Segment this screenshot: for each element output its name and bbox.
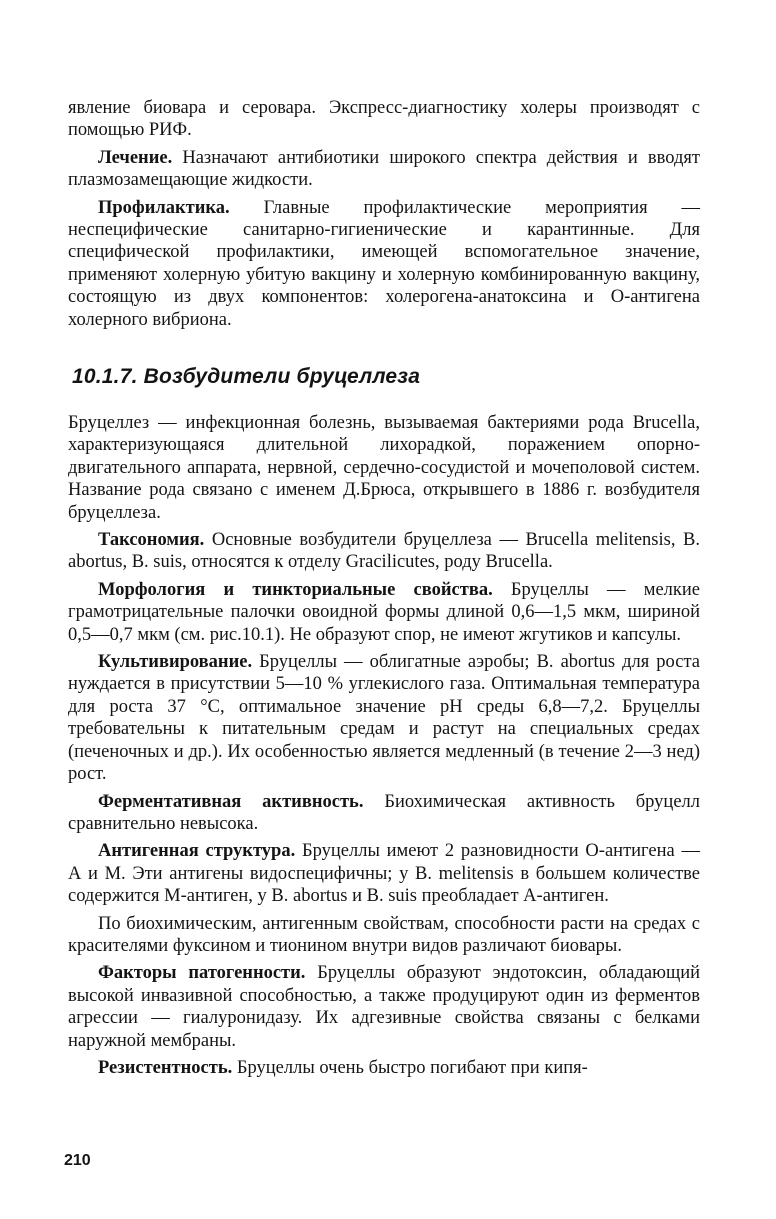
treatment-label: Лечение. xyxy=(98,147,173,168)
paragraph-antigen xyxy=(68,840,700,907)
antigen-text: Бруцеллы имеют 2 разновидности О-антигена — А и М. Эти антигены видоспецифичны; у B. melitensis в большем количестве содержится М-антиген, у B. abortus и B. suis преобладает А-антиген. xyxy=(68,841,700,907)
enzyme-label: Ферментативная активность. xyxy=(98,791,364,812)
taxonomy-text: Основные возбудители бруцеллеза — Brucella melitensis, B. abortus, B. suis, относятся к отделу Gracilicutes, роду Brucella. xyxy=(68,530,700,573)
paragraph-resistance xyxy=(68,1057,700,1079)
antigen-label: Антигенная структура. xyxy=(98,841,296,862)
paragraph-diagnostics: явление биовара и серовара. Экспресс-диагностику холеры производят с помощью РИФ. xyxy=(68,98,700,141)
top-text-block xyxy=(68,97,700,331)
taxonomy-label: Таксономия. xyxy=(98,530,205,551)
paragraph-prophylaxis xyxy=(68,197,700,331)
resistance-text: Бруцеллы очень быстро погибают при кипя- xyxy=(232,1057,588,1078)
paragraph-enzyme xyxy=(68,791,700,836)
resistance-label: Резистентность. xyxy=(98,1057,233,1078)
paragraph-treatment xyxy=(68,147,700,192)
prophylaxis-label: Профилактика. xyxy=(98,197,230,218)
paragraph-intro: Бруцеллез — инфекционная болезнь, вызываемая бактериями рода Brucella, характеризующаяся длительной лихорадкой, поражением опорно-двигательного аппарата, нервной, сердечно-сосудистой и мочеполовой систем. Название рода связано с именем Д.Брюса, открывшего в 1886 г. возбудителя бруцеллеза. xyxy=(68,413,700,523)
paragraph-biovars: По биохимическим, антигенным свойствам, способности расти на средах с красителями фуксином и тионином внутри видов различают биовары. xyxy=(68,913,700,956)
cultivation-label: Культивирование. xyxy=(98,652,253,673)
paragraph-pathogenicity xyxy=(68,962,700,1052)
treatment-text: Назначают антибиотики широкого спектра действия и вводят плазмозамещающие жидкости. xyxy=(68,147,700,191)
prophylaxis-text: Главные профилактические мероприятия — неспецифические санитарно-гигиенические и карантинные. Для специфической профилактики, имеющей вспомогательное значение, применяют холерную убитую вакцину и холерную комбинированную вакцину, состоящую из двух компонентов: холерогена-анатоксина и О-антигена холерного вибриона. xyxy=(68,197,700,330)
page-number: 210 xyxy=(64,1152,91,1169)
enzyme-text: Биохимическая активность бруцелл сравнительно невысока. xyxy=(68,791,700,834)
paragraph-morphology xyxy=(68,579,700,646)
paragraph-taxonomy xyxy=(68,529,700,574)
morphology-text: Бруцеллы — мелкие грамотрицательные палочки овоидной формы длиной 0,6—1,5 мкм, шириной 0,5—0,7 мкм (см. рис.10.1). Не образуют спор, не имеют жгутиков и капсулы. xyxy=(68,579,700,645)
morphology-label: Морфология и тинкториальные свойства. xyxy=(98,579,493,600)
cultivation-text: Бруцеллы — облигатные аэробы; B. abortus для роста нуждается в присутствии 5—10 % углекислого газа. Оптимальная температура для роста 37 °С, оптимальное значение pH среды 6,8—7,2. Бруцеллы требовательны к питательным средам и растут на специальных средах (печеночных и др.). Их особенностью является медленный (в течение 2—3 нед) рост. xyxy=(68,652,700,785)
pathogen-label: Факторы патогенности. xyxy=(98,963,306,984)
paragraph-cultivation xyxy=(68,651,700,785)
section-text-block xyxy=(68,412,700,1079)
pathogen-text: Бруцеллы образуют эндотоксин, обладающий высокой инвазивной способностью, а также продуцируют один из ферментов агрессии — гиалуронидазу. Их адгезивные свойства связаны с белками наружной мембраны. xyxy=(68,963,700,1051)
section-heading: 10.1.7. Возбудители бруцеллеза xyxy=(72,365,421,388)
